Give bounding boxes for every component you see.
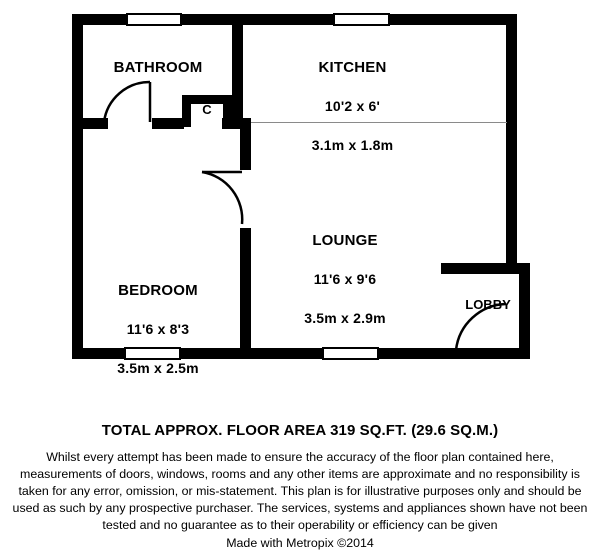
room-label-bathroom: BATHROOM	[113, 59, 203, 77]
room-label-kitchen: KITCHEN 10'2 x 6' 3.1m x 1.8m	[311, 59, 394, 153]
disclaimer-text: Whilst every attempt has been made to ensure the accuracy of the floor plan contained here, measurements of doors, windows, rooms and any other items are approximate and no responsibility is taken for any error, omission, or mis-statement. This plan is for illustrative purposes only and should be used as such by any prospective purchaser. The services, systems and appliances shown have not been tested and no guarantee as to their operability or efficiency can be given	[12, 450, 588, 533]
wall-right-upper	[506, 14, 517, 274]
wall-lobby-right	[519, 263, 530, 359]
total-floor-area: TOTAL APPROX. FLOOR AREA 319 SQ.FT. (29.6 SQ.M.)	[101, 422, 499, 439]
wall-cupboard-right	[223, 95, 232, 127]
lobby-label: LOBBY	[465, 297, 511, 312]
window-top-bathroom	[126, 13, 182, 26]
floor-plan-footer	[0, 400, 600, 550]
cupboard-label: C	[202, 102, 212, 117]
window-top-kitchen	[333, 13, 390, 26]
room-label-lounge: LOUNGE 11'6 x 9'6 3.5m x 2.9m	[304, 232, 386, 326]
wall-lobby-top	[441, 263, 530, 274]
window-bottom-lounge	[322, 347, 379, 360]
room-label-bedroom: BEDROOM 11'6 x 8'3 3.5m x 2.5m	[117, 282, 199, 376]
credit-text: Made with Metropix ©2014	[226, 535, 374, 550]
